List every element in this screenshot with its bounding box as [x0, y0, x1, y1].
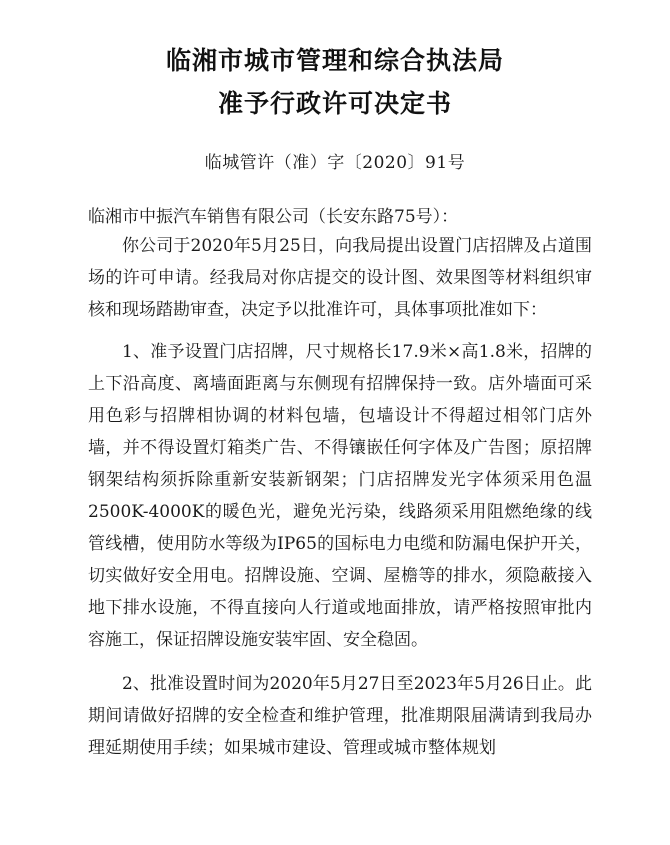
org-title: 临湘市城市管理和综合执法局 — [165, 46, 504, 75]
paragraph-item-1: 1、准予设置门店招牌，尺寸规格长17.9米×高1.8米，招牌的上下沿高度、离墙面距离与东侧现有招牌保持一致。店外墙面可采用色彩与招牌相协调的材料包墙，包墙设计不得超过相邻门店外墙，并不得设置灯箱类广告、不得镶嵌任何字体及广告图；原招牌钢架结构须拆除重新安装新钢架；门店招牌发光字体须采用色温2500K-4000K的暖色光，避免光污染，线路须采用阻燃绝缘的线管线槽，使用防水等级为IP65的国标电力电缆和防漏电保护开关，切实做好安全用电。招牌设施、空调、屋檐等的排水，须隐蔽接入地下排水设施，不得直接向人行道或地面排放，请严格按照审批内容施工，保证招牌设施安装牢固、安全稳固。 — [88, 342, 592, 650]
paragraph-item-2: 2、批准设置时间为2020年5月27日至2023年5月26日止。此期间请做好招牌的安全检查和维护管理，批准期限届满请到我局办理延期使用手续；如果城市建设、管理或城市整体规划 — [88, 674, 592, 758]
paragraph-intro: 你公司于2020年5月25日，向我局提出设置门店招牌及占道围场的许可申请。经我局对你店提交的设计图、效果图等材料组织审核和现场踏勘审查，决定予以批准许可，具体事项批准如下： — [88, 236, 592, 320]
document-number: 临城管许（准）字〔2020〕91号 — [204, 153, 466, 173]
document-body — [88, 230, 592, 764]
addressee: 临湘市中振汽车销售有限公司（长安东路75号）： — [88, 207, 459, 227]
document-title: 准予行政许可决定书 — [217, 89, 452, 118]
